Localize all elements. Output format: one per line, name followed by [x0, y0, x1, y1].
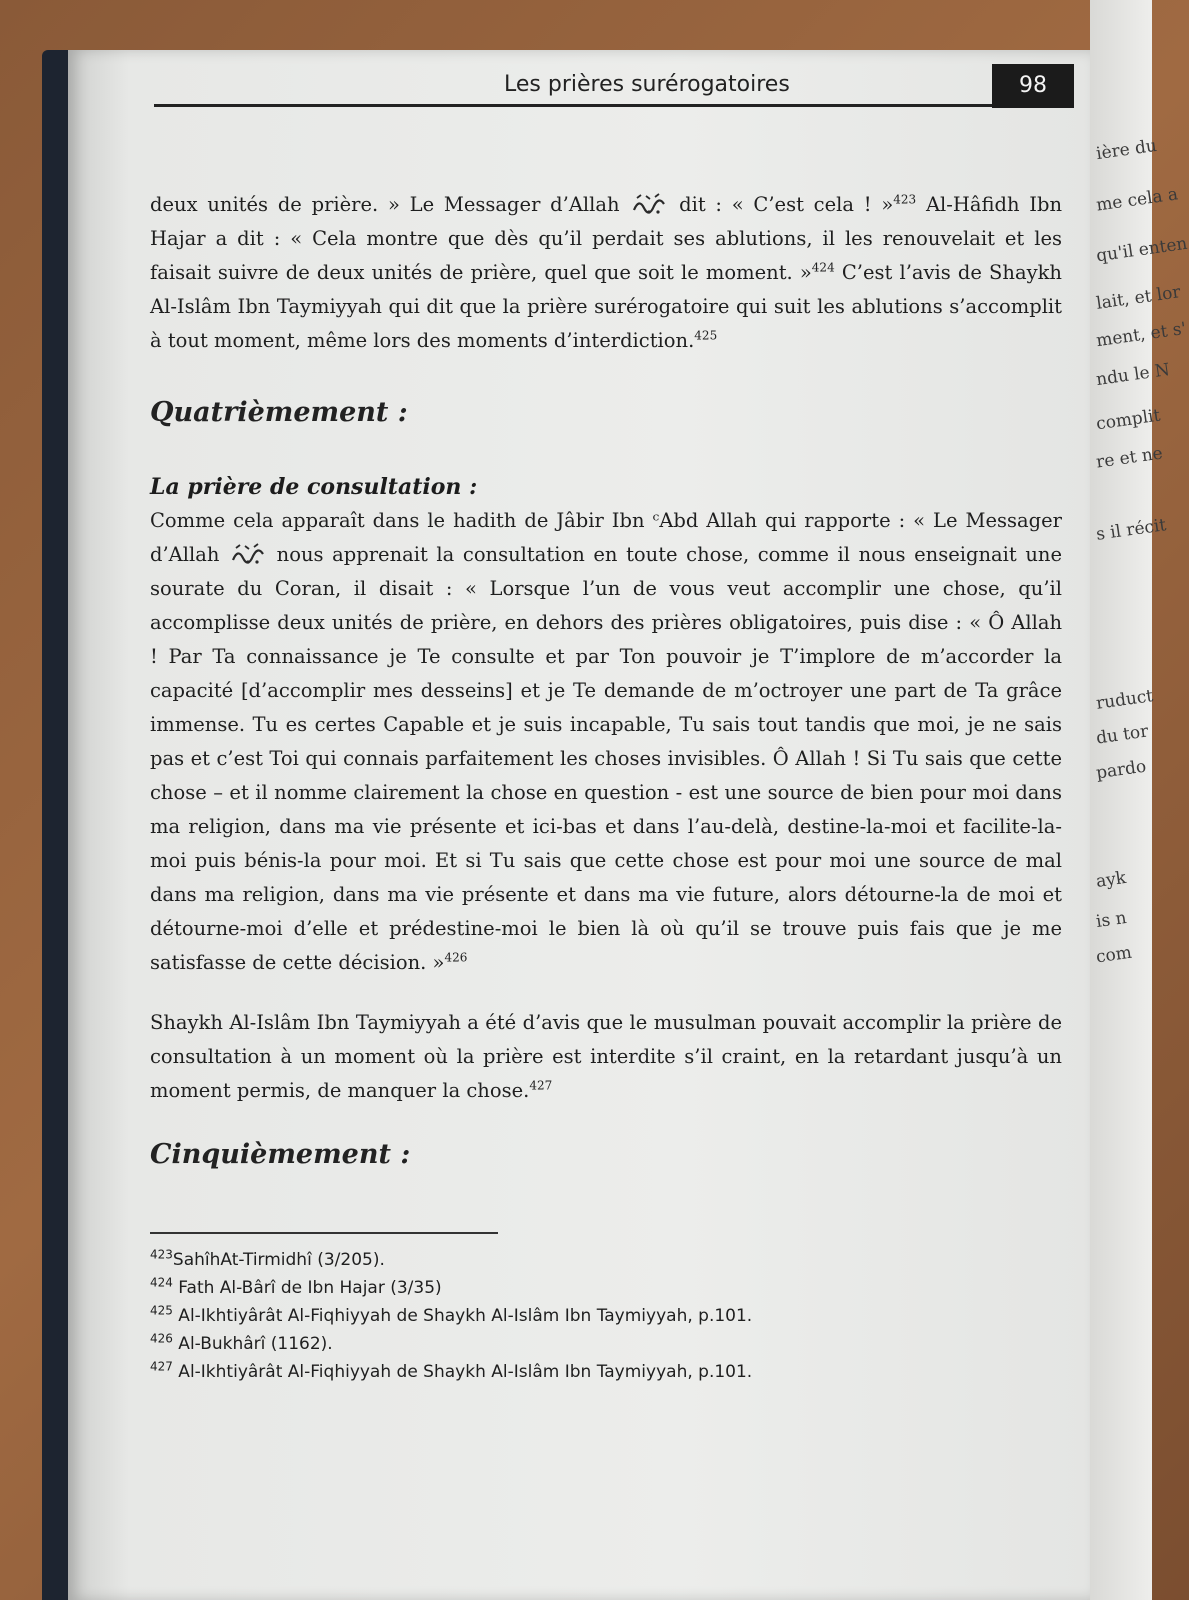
section-heading-cinquiemement: Cinquièmement : [150, 1139, 411, 1170]
subheading-consultation: La prière de consultation : [150, 474, 478, 500]
footnote-item [150, 1274, 1050, 1302]
footnote-ref[interactable]: 423 [893, 192, 917, 207]
footnote-item [150, 1330, 1050, 1358]
next-page-fragment: qu'il enten [1095, 233, 1189, 267]
footnote-text: Al-Ikhtiyârât Al-Fiqhiyyah de Shaykh Al-Islâm Ibn Taymiyyah, p.101. [172, 1306, 753, 1326]
footnote-ref[interactable]: 426 [444, 950, 468, 965]
next-page-fragment: ndu le N [1094, 359, 1172, 391]
text-run: C’est l’avis de Shaykh Al-Islâm Ibn Taymiyyah qui dit que la prière surérogatoire qui suit les ablutions s’accomplit à tout moment, même lors des moments d’interdiction. [150, 261, 1062, 352]
footnote-ref[interactable]: 427 [529, 1078, 553, 1093]
next-page-fragment: com [1094, 942, 1134, 968]
next-page-fragment: ayk [1094, 868, 1128, 892]
footnote-text: Al-Ikhtiyârât Al-Fiqhiyyah de Shaykh Al-Islâm Ibn Taymiyyah, p.101. [172, 1362, 753, 1382]
next-page-edge [1090, 0, 1189, 1600]
running-title: Les prières surérogatoires [504, 72, 790, 97]
next-page-fragment: ruduct [1094, 686, 1155, 714]
next-page-fragment: is n [1094, 907, 1128, 933]
next-page-fragment: ment, et s' [1095, 318, 1188, 352]
paragraph-ablutions [150, 188, 1062, 358]
next-page-fragment: me cela a [1095, 184, 1180, 216]
footnote-text: SahîhAt-Tirmidhî (3/205). [172, 1250, 385, 1270]
footnote-number: 425 [150, 1303, 173, 1318]
footnote-ref[interactable]: 424 [811, 260, 835, 275]
text-run: nous apprenait la consultation en toute chose, comme il nous enseignait une sourate du Coran, il disait : « Lorsque l’un de vous veut accomplir une chose, qu’il accomplisse deux unités de prière, en dehors des prières obligatoires, puis dise : « Ô Allah ! Par Ta connaissance je Te consulte et par Ton pouvoir je T’implore de m’accorder la capacité [d’accomplir mes desseins] et je Te demande de m’octroyer une part de Ta grâce immense. Tu es certes Capable et je suis incapable, Tu sais tout tandis que moi, je ne sais pas et c’est Toi qui connais parfaitement les choses invisibles. Ô Allah ! Si Tu sais que cette chose – et il nomme clairement la chose en question - est une source de bien pour moi dans ma religion, dans ma vie présente et ici-bas et dans l’au-delà, destine-la-moi et facilite-la-moi puis bénis-la pour moi. Et si Tu sais que cette chose est pour moi une source de mal dans ma religion, dans ma vie présente et dans ma vie future, alors détourne-la de moi et détourne-moi d’elle et prédestine-moi le bien là où qu’il se trouve puis fais que je me satisfasse de cette décision. » [150, 543, 1062, 974]
footnote-number: 426 [150, 1331, 173, 1346]
next-page-fragment: pardo [1094, 756, 1148, 784]
text-run: deux unités de prière. » Le Messager d’Allah [150, 193, 620, 216]
text-run: Comme cela apparaît dans le hadith de Jâbir Ibn ᶜAbd Allah qui rapporte : « Le Messager d’Allah [150, 509, 1062, 566]
paragraph-gap [150, 980, 1062, 1006]
footnotes-list [150, 1246, 1050, 1386]
page-body [150, 188, 1062, 1212]
next-page-fragment: complit [1094, 405, 1162, 435]
next-page-fragment: lait, et lor [1095, 282, 1182, 314]
text-run: Al-Hâfidh Ibn Hajar a dit : « Cela montre que dès qu’il perdait ses ablutions, il les renouvelait et les faisait suivre de deux unités de prière, quel que soit le moment. » [150, 193, 1063, 284]
footnote-number: 423 [150, 1247, 173, 1262]
next-page-fragment: du tor [1094, 721, 1150, 749]
footnote-item [150, 1246, 1050, 1274]
next-page-fragment: re et ne [1094, 443, 1164, 473]
paragraph-hadith-consultation [150, 504, 1062, 980]
next-page-fragment: ière du [1094, 135, 1159, 165]
text-run: Shaykh Al-Islâm Ibn Taymiyyah a été d’avis que le musulman pouvait accomplir la prière de consultation à un moment où la prière est interdite s’il craint, en la retardant jusqu’à un moment permis, de manquer la chose. [150, 1011, 1062, 1102]
footnote-text: Al-Bukhârî (1162). [172, 1334, 333, 1354]
section-heading-quatriemement: Quatrièmement : [150, 397, 408, 428]
footnote-number: 427 [150, 1359, 173, 1374]
paragraph-ibn-taymiyyah-opinion [150, 1006, 1062, 1108]
text-run: dit : « C’est cela ! » [679, 193, 894, 216]
book-page [68, 50, 1090, 1600]
footnote-item [150, 1358, 1050, 1386]
footnote-text: Fath Al-Bârî de Ibn Hajar (3/35) [172, 1278, 442, 1298]
page-header [154, 58, 1074, 118]
header-rule [154, 104, 992, 107]
next-page-fragment: s il récit [1094, 515, 1168, 545]
sallallahu-alayhi-wa-sallam-calligraphy-icon [631, 192, 667, 216]
page-number: 98 [992, 64, 1074, 108]
sallallahu-alayhi-wa-sallam-calligraphy-icon [230, 542, 266, 566]
footnote-number: 424 [150, 1275, 173, 1290]
footnote-ref[interactable]: 425 [694, 328, 718, 343]
footnote-item [150, 1302, 1050, 1330]
footnote-separator [150, 1232, 498, 1234]
